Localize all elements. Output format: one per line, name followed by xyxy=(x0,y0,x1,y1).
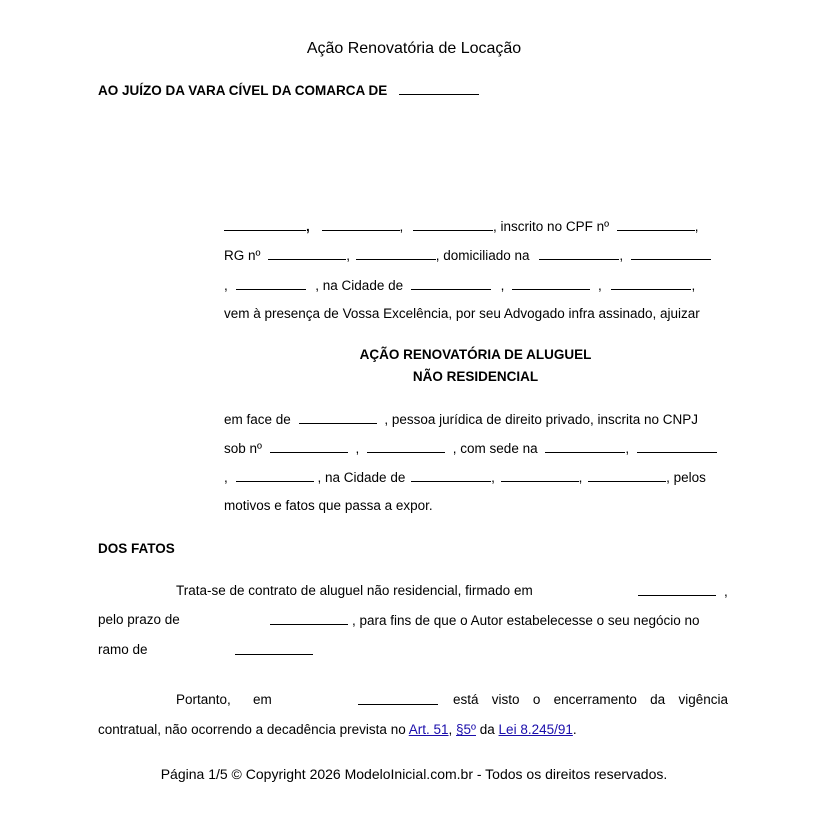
link-paragrafo-5[interactable]: §5º xyxy=(456,722,476,737)
portanto-label: Portanto, xyxy=(176,692,231,707)
cidade-label: , na Cidade de xyxy=(315,278,404,293)
action-title-2: NÃO RESIDENCIAL xyxy=(412,369,539,384)
da-text: da xyxy=(479,722,495,737)
blank xyxy=(545,440,625,453)
blank xyxy=(501,469,579,482)
blank xyxy=(411,277,491,290)
comarca-blank xyxy=(399,82,479,95)
blank xyxy=(631,247,711,260)
prazo-line xyxy=(270,612,700,628)
blank xyxy=(268,247,346,260)
blank xyxy=(611,277,691,290)
plaintiff-line-2: RG nº , , domiciliado na , xyxy=(224,247,711,263)
portanto-line xyxy=(358,692,438,708)
blank xyxy=(638,583,716,596)
defendant-line-3: , , na Cidade de , , , pelos xyxy=(224,470,706,485)
rg-label: RG nº xyxy=(224,248,261,263)
end-period: . xyxy=(572,722,577,737)
cpf-label: , inscrito no CPF nº xyxy=(493,219,610,234)
blank xyxy=(617,218,695,231)
blank xyxy=(236,469,314,482)
cidade-label-2: , na Cidade de xyxy=(317,470,406,485)
defendant-line-2: sob nº , , com sede na , xyxy=(224,440,717,456)
pj-label: , pessoa jurídica de direito privado, inscrita no CNPJ xyxy=(384,412,698,427)
contratual-text: contratual, não ocorrendo a decadência prevista no xyxy=(98,722,406,737)
plaintiff-line-1: , , , inscrito no CPF nº , xyxy=(224,218,699,234)
blank xyxy=(637,440,717,453)
defendant-line-1 xyxy=(224,411,698,427)
blank xyxy=(512,277,590,290)
court-heading-text: AO JUÍZO DA VARA CÍVEL DA COMARCA DE xyxy=(98,83,388,98)
blank xyxy=(224,218,306,231)
page-footer: Página 1/5 © Copyright 2026 ModeloInicial.com.br - Todos os direitos reservados. xyxy=(160,766,668,782)
link-art-51[interactable]: Art. 51 xyxy=(408,722,449,737)
fatos-p2-line-2: contratual, não ocorrendo a decadência prevista no Art. 51, §5º da Lei 8.245/91. xyxy=(98,722,577,737)
sob-label: sob nº xyxy=(224,441,262,456)
ramo-label: ramo de xyxy=(98,642,148,657)
defendant-line-4: motivos e fatos que passa a expor. xyxy=(224,498,433,513)
document-title: Ação Renovatória de Locação xyxy=(306,40,522,57)
fatos-p1-text: Trata-se de contrato de aluguel não residencial, firmado em xyxy=(176,583,533,598)
em-label: em xyxy=(253,692,272,707)
blank xyxy=(270,440,348,453)
blank xyxy=(588,469,666,482)
blank xyxy=(270,612,348,625)
blank xyxy=(299,411,377,424)
visto-label: está visto o encerramento da vigência xyxy=(453,692,728,707)
link-lei-8245[interactable]: Lei 8.245/91 xyxy=(498,722,573,737)
blank xyxy=(367,440,445,453)
plaintiff-line-4: vem à presença de Vossa Excelência, por seu Advogado infra assinado, ajuizar xyxy=(224,306,700,321)
plaintiff-line-3: , , na Cidade de , , , xyxy=(224,278,696,293)
blank xyxy=(413,218,493,231)
fatos-p1-end: , xyxy=(638,583,728,599)
blank xyxy=(539,247,619,260)
action-title-1: AÇÃO RENOVATÓRIA DE ALUGUEL xyxy=(359,347,592,362)
dos-fatos-heading: DOS FATOS xyxy=(98,541,175,556)
domiciliado-label: , domiciliado na xyxy=(435,248,530,263)
blank xyxy=(235,642,313,655)
blank xyxy=(356,247,436,260)
sede-label: , com sede na xyxy=(452,441,538,456)
ramo-blank-wrap xyxy=(235,642,313,658)
court-heading xyxy=(98,82,479,98)
em-face-label: em face de xyxy=(224,412,291,427)
blank xyxy=(322,218,400,231)
prazo-label: pelo prazo de xyxy=(98,612,180,627)
blank xyxy=(236,277,306,290)
blank xyxy=(358,692,438,705)
blank xyxy=(411,469,491,482)
fins-label: , para fins de que o Autor estabelecesse o seu negócio no xyxy=(352,613,700,628)
pelos-label: , pelos xyxy=(666,470,706,485)
